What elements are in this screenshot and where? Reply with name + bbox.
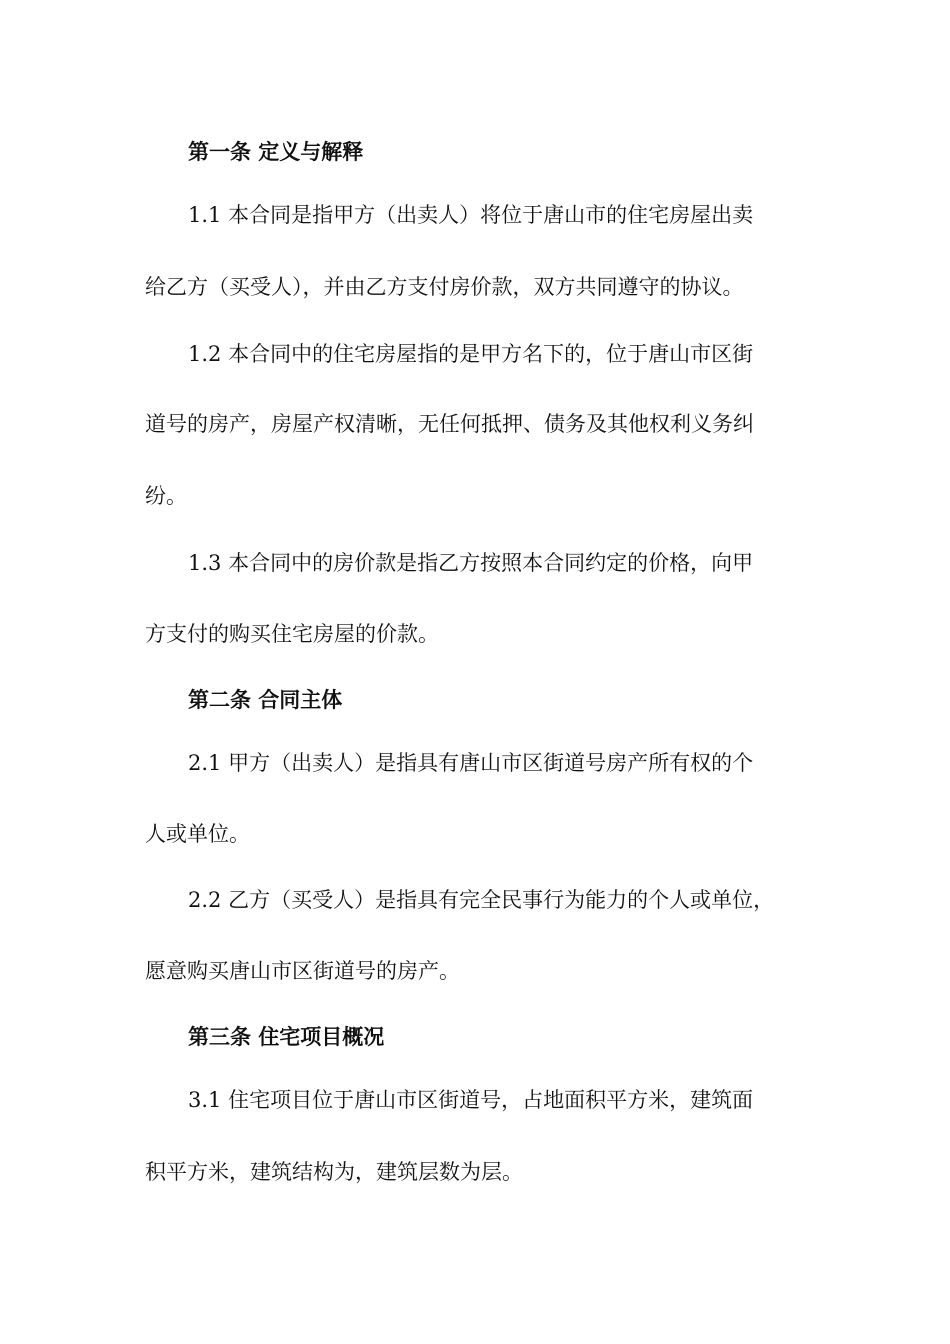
- clause-3-1-line-2: 积平方米，建筑结构为，建筑层数为层。: [145, 1160, 523, 1184]
- clause-3-1-line-1: 3.1 住宅项目位于唐山市区街道号，占地面积平方米，建筑面: [188, 1088, 754, 1112]
- clause-1-2-line-1: 1.2 本合同中的住宅房屋指的是甲方名下的，位于唐山市区街: [188, 342, 754, 366]
- clause-1-1-line-1: 1.1 本合同是指甲方（出卖人）将位于唐山市的住宅房屋出卖: [188, 203, 754, 227]
- clause-2-1-line-1: 2.1 甲方（出卖人）是指具有唐山市区街道号房产所有权的个: [188, 751, 754, 775]
- clause-2-2-line-1: 2.2 乙方（买受人）是指具有完全民事行为能力的个人或单位，: [188, 888, 775, 912]
- clause-1-3-line-1: 1.3 本合同中的房价款是指乙方按照本合同约定的价格，向甲: [188, 551, 754, 575]
- section-1-heading: 第一条 定义与解释: [188, 139, 364, 164]
- clause-2-2-line-2: 愿意购买唐山市区街道号的房产。: [145, 959, 460, 983]
- clause-1-2-line-3: 纷。: [145, 484, 187, 508]
- clause-1-3-line-2: 方支付的购买住宅房屋的价款。: [145, 622, 439, 646]
- clause-1-1-line-2: 给乙方（买受人），并由乙方支付房价款，双方共同遵守的协议。: [145, 275, 744, 299]
- clause-1-2-line-2: 道号的房产，房屋产权清晰，无任何抵押、债务及其他权利义务纠: [145, 412, 754, 436]
- clause-2-1-line-2: 人或单位。: [145, 822, 250, 846]
- section-3-heading: 第三条 住宅项目概况: [188, 1024, 385, 1049]
- section-2-heading: 第二条 合同主体: [188, 687, 343, 712]
